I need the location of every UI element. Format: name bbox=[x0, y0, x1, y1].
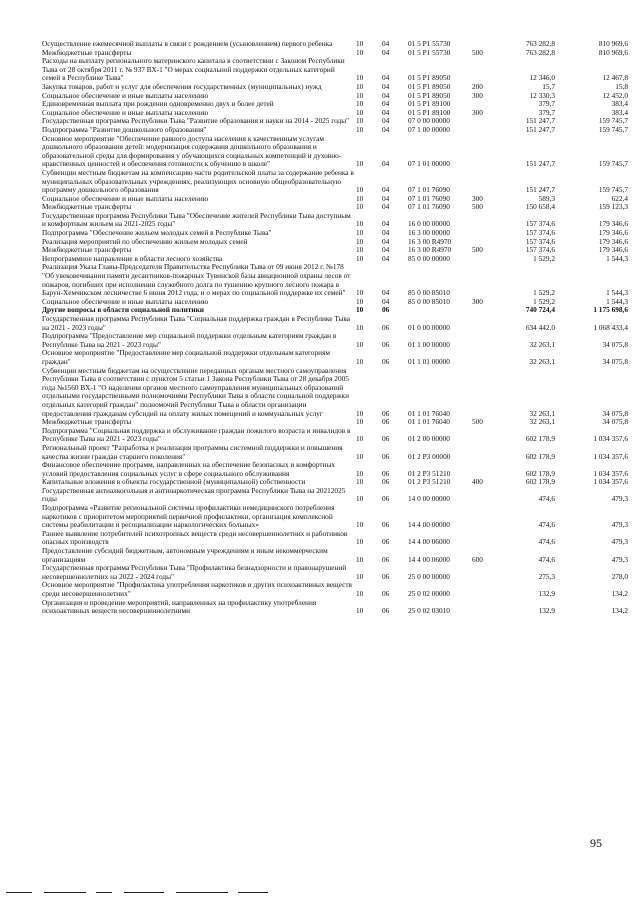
cell-rz: 10 bbox=[356, 571, 364, 581]
cell-v1: 132,9 bbox=[538, 606, 555, 616]
row-name: Социальное обеспечение и иные выплаты населению bbox=[42, 296, 209, 306]
cell-rz: 10 bbox=[356, 477, 364, 487]
footer-marks bbox=[0, 890, 640, 896]
cell-pr: 04 bbox=[382, 245, 390, 255]
cell-v1: 157 374,6 bbox=[525, 219, 555, 229]
cell-v2: 34 075,8 bbox=[602, 408, 628, 418]
row-name: Организация и проведение мероприятий, направленных на профилактику употребления психоактивных веществ несовершеннолетними bbox=[42, 597, 317, 616]
row-name: Государственная программа Республики Тыва "Профилактика безнадзорности и правонарушений несовершеннолетних на 2022 - 2024 годы" bbox=[42, 563, 347, 581]
cell-v2: 12 452,0 bbox=[602, 90, 628, 100]
table-row bbox=[0, 367, 640, 419]
cell-rz: 10 bbox=[356, 417, 364, 427]
table-row bbox=[0, 315, 640, 332]
cell-pr: 04 bbox=[382, 159, 390, 169]
row-name: Социальное обеспечение и иные выплаты населению bbox=[42, 107, 209, 117]
cell-v1: 1 529,2 bbox=[533, 288, 555, 298]
row-name: Закупка товаров, работ и услуг для обеспечения государственных (муниципальных) нужд bbox=[42, 81, 322, 91]
cell-csr: 01 0 00 00000 bbox=[408, 322, 450, 332]
row-name: Другие вопросы в области социальной политики bbox=[42, 305, 204, 315]
table-row bbox=[0, 427, 640, 444]
table-row bbox=[0, 581, 640, 598]
cell-v2: 810 969,6 bbox=[598, 47, 628, 57]
cell-csr: 85 0 00 00000 bbox=[408, 253, 450, 263]
cell-v1: 32 263,1 bbox=[529, 356, 555, 366]
cell-rz: 10 bbox=[356, 73, 364, 83]
row-name: Основное мероприятие "Предоставление мер социальной поддержки отдельным категориям граждан" bbox=[42, 348, 331, 366]
cell-csr: 16 0 00 00000 bbox=[408, 219, 450, 229]
cell-v2: 179 346,6 bbox=[598, 228, 628, 238]
cell-pr: 06 bbox=[382, 451, 390, 461]
table-row bbox=[0, 530, 640, 547]
cell-rz: 10 bbox=[356, 245, 364, 255]
cell-v1: 151 247,7 bbox=[525, 159, 555, 169]
cell-v2: 479,3 bbox=[611, 520, 628, 530]
row-name: Субвенции местным бюджетам на осуществление переданных органам местного самоуправления Республики Тыва в соответствии с пунктом 5 статьи 1 Закона Республики Тыва от 28 декабря 2005 года №1560 ВХ-1 "О наделении органов местного самоуправления муниципальных образований отдельными государственными полномочиями Республики Тыва в области социальной поддержки отдельных категорий граждан" полномочий Республики Тыва в области организации предоставления гражданам субсидий на оплату жилых помещений и коммунальных услуг bbox=[42, 365, 350, 418]
cell-v2: 479,3 bbox=[611, 537, 628, 547]
cell-pr: 06 bbox=[382, 606, 390, 616]
cell-csr: 01 5 P1 55730 bbox=[408, 39, 451, 48]
cell-csr: 25 0 00 00000 bbox=[408, 571, 450, 581]
cell-rz: 10 bbox=[356, 219, 364, 229]
table-row bbox=[0, 169, 640, 195]
row-name: Межбюджетные трансферты bbox=[42, 47, 132, 57]
table-row bbox=[0, 263, 640, 297]
row-name: Межбюджетные трансферты bbox=[42, 417, 132, 427]
cell-pr: 04 bbox=[382, 228, 390, 238]
cell-v1: 32 263,1 bbox=[529, 417, 555, 427]
cell-v1: 12 346,0 bbox=[529, 73, 555, 83]
row-name: Региональный проект "Разработка и реализация программы системной поддержки и повышения качества жизни граждан старшего поколения" bbox=[42, 442, 343, 461]
cell-rz: 10 bbox=[356, 193, 364, 203]
cell-csr: 25 0 02 03010 bbox=[408, 606, 450, 616]
cell-v1: 763 282,8 bbox=[525, 39, 555, 48]
cell-v2: 479,3 bbox=[611, 554, 628, 564]
cell-rz: 10 bbox=[356, 253, 364, 263]
cell-v2: 622,4 bbox=[611, 193, 628, 203]
cell-pr: 04 bbox=[382, 81, 390, 91]
cell-rz: 10 bbox=[356, 494, 364, 504]
cell-csr: 07 1 01 00000 bbox=[408, 159, 450, 169]
cell-pr: 06 bbox=[382, 520, 390, 530]
cell-v2: 278,0 bbox=[611, 571, 628, 581]
cell-pr: 06 bbox=[382, 468, 390, 478]
table-row bbox=[0, 599, 640, 616]
row-name: Подпрограмма "Развитие дошкольного образования" bbox=[42, 124, 207, 134]
cell-pr: 04 bbox=[382, 107, 390, 117]
cell-v2: 159 745,7 bbox=[598, 116, 628, 126]
cell-v1: 379,7 bbox=[538, 99, 555, 109]
cell-rz: 10 bbox=[356, 589, 364, 598]
cell-rz: 10 bbox=[356, 322, 364, 332]
cell-v1: 379,7 bbox=[538, 107, 555, 117]
footer-mark bbox=[6, 892, 32, 893]
cell-csr: 16 3 00 00000 bbox=[408, 228, 450, 238]
cell-vr: 300 bbox=[472, 296, 483, 306]
row-name: Основное мероприятие "Обеспечение равного доступа населения к качественным услугам дошкольного образования детей: модернизация содержания дошкольного образования и образовательной среды для формирования у обучающихся социальных компетенций и духовно-нравственных ценностей и обеспечения готовности к обучению в школе" bbox=[42, 133, 342, 169]
cell-v1: 275,3 bbox=[538, 571, 555, 581]
cell-v2: 383,4 bbox=[611, 99, 628, 109]
cell-v1: 15,7 bbox=[542, 81, 555, 91]
cell-vr: 500 bbox=[472, 202, 483, 212]
table-row bbox=[0, 332, 640, 349]
cell-vr: 200 bbox=[472, 81, 483, 91]
cell-v1: 763 282,8 bbox=[525, 47, 555, 57]
cell-pr: 04 bbox=[382, 99, 390, 109]
row-name: Подпрограмма "Обеспечение жильем молодых семей в Республике Тыва" bbox=[42, 228, 272, 238]
cell-csr: 16 3 00 R4970 bbox=[408, 236, 452, 246]
cell-vr: 500 bbox=[472, 417, 483, 427]
table-row bbox=[0, 135, 640, 169]
cell-pr: 04 bbox=[382, 236, 390, 246]
cell-csr: 01 5 P1 89050 bbox=[408, 90, 451, 100]
table-row bbox=[0, 212, 640, 229]
cell-rz: 10 bbox=[356, 537, 364, 547]
cell-csr: 07 1 00 00000 bbox=[408, 124, 450, 134]
cell-v1: 634 442,0 bbox=[525, 322, 555, 332]
cell-v2: 810 969,6 bbox=[598, 39, 628, 48]
cell-rz: 10 bbox=[356, 236, 364, 246]
cell-csr: 01 1 01 00000 bbox=[408, 356, 450, 366]
cell-v1: 151 247,7 bbox=[525, 185, 555, 195]
cell-pr: 06 bbox=[382, 537, 390, 547]
cell-pr: 06 bbox=[382, 417, 390, 427]
page-number: 95 bbox=[590, 836, 602, 850]
cell-pr: 06 bbox=[382, 494, 390, 504]
cell-rz: 10 bbox=[356, 288, 364, 298]
footer-mark bbox=[124, 892, 164, 893]
cell-v1: 474,6 bbox=[538, 537, 555, 547]
row-name: Государственная программа Республики Тыва "Обеспечение жителей Республики Тыва доступным и комфортным жильем на 2021-2025 годы" bbox=[42, 210, 351, 229]
table-row bbox=[0, 564, 640, 581]
row-name: Финансовое обеспечение программ, направленных на обеспечение безопасных и комфортных условий предоставления социальных услуг в сфере социального обслуживания bbox=[42, 460, 336, 478]
cell-v1: 602 178,9 bbox=[525, 468, 555, 478]
cell-rz: 10 bbox=[356, 296, 364, 306]
cell-csr: 01 2 P3 00000 bbox=[408, 451, 451, 461]
row-name: Социальное обеспечение и иные выплаты населению bbox=[42, 90, 209, 100]
cell-v1: 602 178,9 bbox=[525, 477, 555, 487]
cell-csr: 01 1 01 76040 bbox=[408, 408, 450, 418]
footer-mark bbox=[96, 892, 112, 893]
cell-rz: 10 bbox=[356, 47, 364, 57]
cell-rz: 10 bbox=[356, 451, 364, 461]
cell-v1: 157 374,6 bbox=[525, 236, 555, 246]
cell-pr: 04 bbox=[382, 219, 390, 229]
cell-vr: 300 bbox=[472, 107, 483, 117]
cell-csr: 07 1 01 76090 bbox=[408, 185, 450, 195]
cell-vr: 300 bbox=[472, 90, 483, 100]
row-name: Расходы на выплату регионального материнского капитала в соответствии с Законом Республики Тыва от 28 октября 2011 г. № 937 ВХ-1 "О мерах социальной поддержки отдельных категорий семей в Республике Тыва" bbox=[42, 56, 345, 83]
cell-csr: 01 1 00 00000 bbox=[408, 339, 450, 349]
cell-v1: 1 529,2 bbox=[533, 253, 555, 263]
cell-pr: 04 bbox=[382, 73, 390, 83]
cell-csr: 16 3 00 R4970 bbox=[408, 245, 452, 255]
table-row bbox=[0, 504, 640, 530]
cell-pr: 06 bbox=[382, 322, 390, 332]
cell-vr: 500 bbox=[472, 47, 483, 57]
row-name: Межбюджетные трансферты bbox=[42, 202, 132, 212]
cell-rz: 10 bbox=[356, 356, 364, 366]
cell-v2: 383,4 bbox=[611, 107, 628, 117]
cell-v2: 1 544,3 bbox=[606, 288, 628, 298]
cell-csr: 01 5 P1 89100 bbox=[408, 107, 451, 117]
footer-mark bbox=[44, 892, 86, 893]
cell-rz: 10 bbox=[356, 159, 364, 169]
cell-pr: 04 bbox=[382, 253, 390, 263]
cell-csr: 85 0 00 85010 bbox=[408, 296, 450, 306]
cell-vr: 400 bbox=[472, 477, 483, 487]
cell-pr: 04 bbox=[382, 185, 390, 195]
cell-v2: 1 068 433,4 bbox=[593, 322, 628, 332]
cell-v1: 602 178,9 bbox=[525, 451, 555, 461]
cell-v1: 1 529,2 bbox=[533, 296, 555, 306]
cell-csr: 01 1 01 76040 bbox=[408, 417, 450, 427]
cell-pr: 06 bbox=[382, 356, 390, 366]
row-name: Осуществление ежемесячной выплаты в связи с рождением (усыновлением) первого ребенка bbox=[42, 39, 333, 48]
cell-v1: 150 658,4 bbox=[525, 202, 555, 212]
cell-v2: 1 034 357,6 bbox=[593, 434, 628, 444]
cell-v1: 740 724,4 bbox=[525, 305, 555, 315]
cell-rz: 10 bbox=[356, 606, 364, 616]
cell-pr: 06 bbox=[382, 339, 390, 349]
cell-rz: 10 bbox=[356, 202, 364, 212]
cell-rz: 10 bbox=[356, 228, 364, 238]
cell-v2: 1 544,3 bbox=[606, 253, 628, 263]
cell-v1: 589,3 bbox=[538, 193, 555, 203]
cell-pr: 04 bbox=[382, 288, 390, 298]
table-row bbox=[0, 487, 640, 504]
table-row bbox=[0, 349, 640, 366]
cell-v2: 34 075,8 bbox=[602, 356, 628, 366]
cell-csr: 85 0 00 85010 bbox=[408, 288, 450, 298]
cell-rz: 10 bbox=[356, 116, 364, 126]
cell-rz: 10 bbox=[356, 305, 364, 315]
row-name: Непрограммное направление в области лесного хозяйства bbox=[42, 253, 223, 263]
table-row bbox=[0, 547, 640, 564]
cell-v2: 179 346,6 bbox=[598, 245, 628, 255]
cell-v1: 151 247,7 bbox=[525, 116, 555, 126]
cell-csr: 07 1 01 76090 bbox=[408, 202, 450, 212]
row-name: Реализация мероприятий по обеспечению жильем молодых семей bbox=[42, 236, 248, 246]
cell-vr: 300 bbox=[472, 193, 483, 203]
cell-rz: 10 bbox=[356, 81, 364, 91]
table-row bbox=[0, 461, 640, 478]
cell-v2: 159 745,7 bbox=[598, 185, 628, 195]
row-name: Реализация Указа Главы-Председателя Правительства Республики Тыва от 09 июня 2012 г. №178 "Об увековечивании памяти десантников-пожарных Тувинской базы авиационной охраны лесов от пожаров, погибших при исполнении служебного долга по тушению крупного лесного пожара в Барун-Хемчикском лесничестве 6 июня 2012 года, и о мерах по социальной поддержке их семей" bbox=[42, 262, 351, 298]
cell-rz: 10 bbox=[356, 107, 364, 117]
cell-v2: 1 034 357,6 bbox=[593, 451, 628, 461]
row-name: Капитальные вложения в объекты государственной (муниципальной) собственности bbox=[42, 477, 306, 487]
row-name: Межбюджетные трансферты bbox=[42, 245, 132, 255]
cell-csr: 25 0 02 00000 bbox=[408, 589, 450, 598]
cell-v1: 602 178,9 bbox=[525, 434, 555, 444]
table-row bbox=[0, 444, 640, 461]
cell-v2: 1 034 357,6 bbox=[593, 468, 628, 478]
cell-pr: 06 bbox=[382, 305, 390, 315]
row-name: Основное мероприятие "Профилактика употребления наркотиков и других психоактивных веществ среди несовершеннолетних" bbox=[42, 580, 352, 598]
cell-v2: 134,2 bbox=[611, 606, 628, 616]
cell-v2: 159 123,3 bbox=[598, 202, 628, 212]
cell-v2: 179 346,6 bbox=[598, 219, 628, 229]
cell-csr: 01 2 00 00000 bbox=[408, 434, 450, 444]
row-name: Подпрограмма «Развитие региональной системы профилактики немедицинского потребления наркотиков с приоритетом мероприятий первичной профилактики, организация комплексной системы реабилитации и ресоциализации наркологических больных» bbox=[42, 503, 335, 530]
cell-rz: 10 bbox=[356, 520, 364, 530]
cell-v2: 1 544,3 bbox=[606, 296, 628, 306]
cell-v2: 134,2 bbox=[611, 589, 628, 598]
cell-rz: 10 bbox=[356, 124, 364, 134]
cell-rz: 10 bbox=[356, 39, 364, 48]
cell-rz: 10 bbox=[356, 339, 364, 349]
cell-pr: 06 bbox=[382, 554, 390, 564]
cell-csr: 14 4 00 06000 bbox=[408, 537, 450, 547]
cell-pr: 06 bbox=[382, 408, 390, 418]
cell-pr: 06 bbox=[382, 434, 390, 444]
cell-rz: 10 bbox=[356, 408, 364, 418]
row-name: Подпрограмма "Социальная поддержка и обслуживание граждан пожилого возраста и инвалидов в Республике Тыва на 2021 - 2023 годы" bbox=[42, 425, 351, 444]
cell-rz: 10 bbox=[356, 434, 364, 444]
cell-rz: 10 bbox=[356, 554, 364, 564]
cell-rz: 10 bbox=[356, 90, 364, 100]
cell-pr: 04 bbox=[382, 90, 390, 100]
cell-pr: 04 bbox=[382, 124, 390, 134]
cell-csr: 01 5 P1 89050 bbox=[408, 73, 451, 83]
cell-v2: 159 745,7 bbox=[598, 159, 628, 169]
cell-v2: 1 034 357,6 bbox=[593, 477, 628, 487]
cell-csr: 07 1 01 76090 bbox=[408, 193, 450, 203]
cell-v1: 12 330,3 bbox=[529, 90, 555, 100]
cell-v2: 479,3 bbox=[611, 494, 628, 504]
cell-rz: 10 bbox=[356, 99, 364, 109]
cell-v2: 159 745,7 bbox=[598, 124, 628, 134]
cell-pr: 04 bbox=[382, 116, 390, 126]
cell-v1: 157 374,6 bbox=[525, 245, 555, 255]
cell-pr: 04 bbox=[382, 39, 390, 48]
cell-v1: 474,6 bbox=[538, 520, 555, 530]
row-name: Подпрограмма "Предоставление мер социальной поддержки отдельным категориям граждан в Республике Тыва на 2021 - 2023 годы" bbox=[42, 331, 337, 349]
table-row bbox=[0, 57, 640, 83]
cell-v1: 32 263,1 bbox=[529, 339, 555, 349]
cell-v2: 34 075,8 bbox=[602, 417, 628, 427]
row-name: Государственная антиалкогольная и антинаркотическая программа Республики Тыва на 20212025 годы bbox=[42, 485, 346, 504]
row-name: Субвенции местным бюджетам на компенсацию части родительской платы за содержание ребенка в муниципальных образовательных учреждениях, реализующих основную общеобразовательную программу дошкольного образования bbox=[42, 167, 354, 195]
cell-v1: 474,6 bbox=[538, 554, 555, 564]
row-name: Предоставление субсидий бюджетным, автономным учреждениям и иным некоммерческим организациям bbox=[42, 546, 328, 564]
cell-csr: 01 5 P1 89050 bbox=[408, 81, 451, 91]
cell-csr: 07 0 00 00000 bbox=[408, 116, 450, 126]
row-name: Раннее выявление потребителей психотропных веществ среди несовершеннолетних и работников опасных производств bbox=[42, 528, 348, 547]
cell-csr: 14 0 00 00000 bbox=[408, 494, 450, 504]
budget-table bbox=[0, 40, 640, 616]
row-name: Социальное обеспечение и иные выплаты населению bbox=[42, 193, 209, 203]
cell-v2: 34 075,8 bbox=[602, 339, 628, 349]
cell-rz: 10 bbox=[356, 468, 364, 478]
cell-v1: 157 374,6 bbox=[525, 228, 555, 238]
cell-pr: 04 bbox=[382, 47, 390, 57]
cell-vr: 500 bbox=[472, 245, 483, 255]
row-name: Государственная программа Республики Тыва "Развитие образования и науки на 2014 - 2025 годы" bbox=[42, 116, 350, 126]
cell-pr: 06 bbox=[382, 477, 390, 487]
cell-v1: 151 247,7 bbox=[525, 124, 555, 134]
cell-csr: 01 5 P1 89100 bbox=[408, 99, 451, 109]
cell-v1: 132,9 bbox=[538, 589, 555, 598]
cell-pr: 06 bbox=[382, 589, 390, 598]
row-name: Единовременная выплата при рождении одновременно двух и более детей bbox=[42, 99, 274, 109]
cell-v1: 474,6 bbox=[538, 494, 555, 504]
footer-mark bbox=[176, 892, 228, 893]
cell-csr: 14 4 00 00000 bbox=[408, 520, 450, 530]
footer-mark bbox=[238, 892, 268, 893]
cell-pr: 04 bbox=[382, 202, 390, 212]
cell-csr: 01 2 P3 51210 bbox=[408, 477, 451, 487]
cell-v2: 1 175 698,6 bbox=[593, 305, 628, 315]
cell-rz: 10 bbox=[356, 185, 364, 195]
cell-v2: 12 467,8 bbox=[602, 73, 628, 83]
cell-csr: 01 2 P3 51210 bbox=[408, 468, 451, 478]
cell-v1: 32 263,1 bbox=[529, 408, 555, 418]
cell-csr: 14 4 00 06000 bbox=[408, 554, 450, 564]
cell-vr: 600 bbox=[472, 554, 483, 564]
cell-pr: 04 bbox=[382, 296, 390, 306]
cell-pr: 04 bbox=[382, 193, 390, 203]
row-name: Государственная программа Республики Тыва "Социальная поддержка граждан в Республике Тыва на 2021 - 2023 годы" bbox=[42, 314, 350, 332]
cell-csr: 01 5 P1 55730 bbox=[408, 47, 451, 57]
cell-v2: 15,8 bbox=[615, 81, 628, 91]
cell-pr: 06 bbox=[382, 571, 390, 581]
cell-v2: 179 346,6 bbox=[598, 236, 628, 246]
